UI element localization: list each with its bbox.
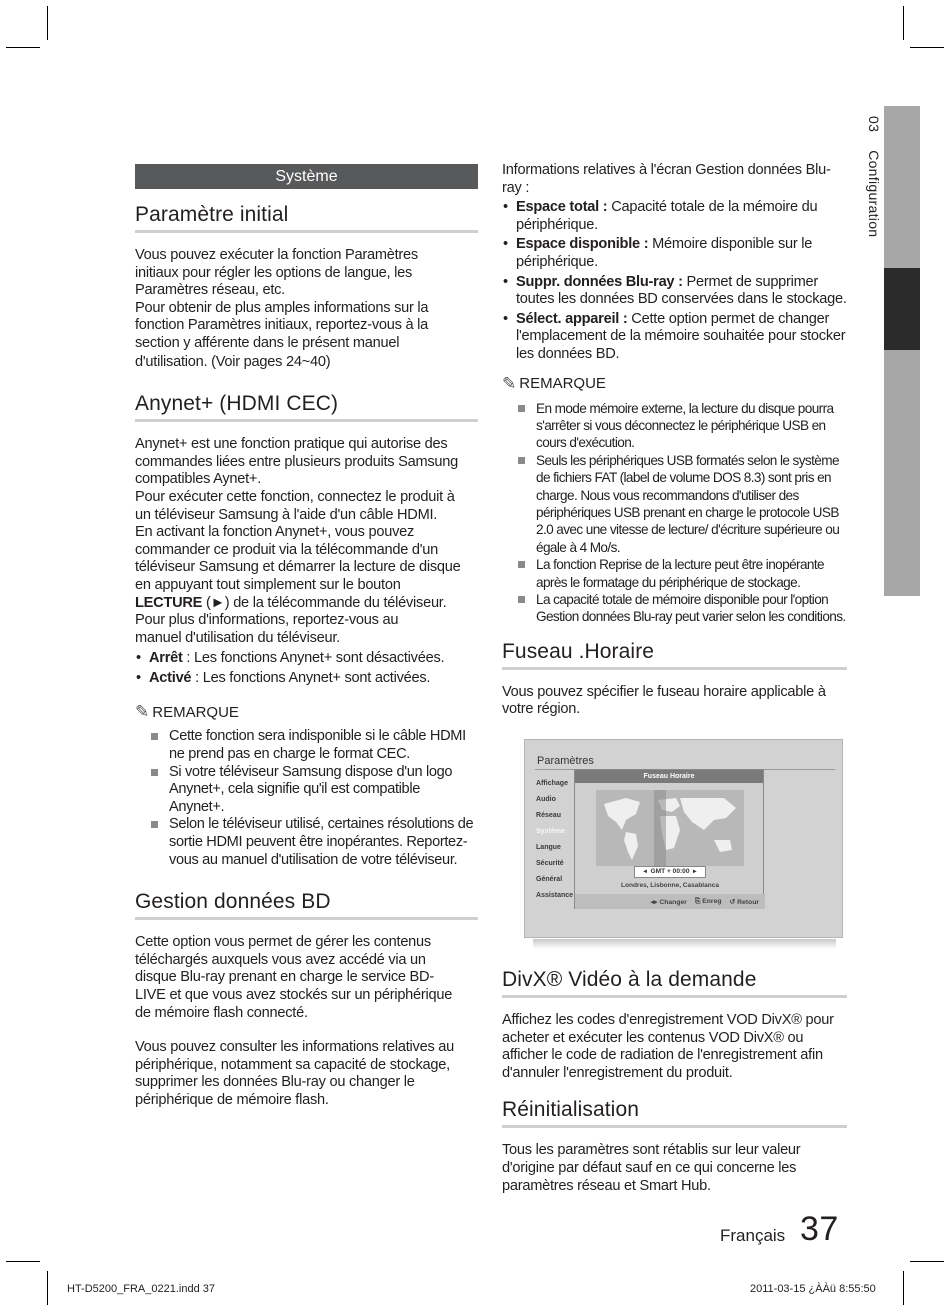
pencil-icon: ✎ (135, 702, 150, 722)
item-text: Cette option permet de changer l'emplacement de la mémoire souhaitée pour stocker les données BD. (516, 310, 846, 362)
change-label: Changer (659, 898, 687, 906)
settings-menu (536, 775, 575, 903)
right-column (502, 160, 847, 1195)
paragraph-line: commandes liées entre plusieurs produits Samsung (135, 453, 459, 470)
paragraph-line: Pour exécuter cette fonction, connectez le produit à (135, 488, 455, 505)
crop-mark (6, 47, 40, 48)
paragraph-line: Paramètres réseau, etc. (135, 282, 285, 299)
return-hint: ↺ Retour (729, 898, 759, 906)
menu-item: Réseau (536, 810, 561, 819)
paragraph-line: En activant la fonction Anynet+, vous pouvez (135, 524, 415, 541)
screen-controls (575, 894, 765, 909)
popup-title: Fuseau Horaire (575, 770, 763, 783)
paragraph-line: Vous pouvez consulter les informations relatives au (135, 1039, 455, 1056)
note-item: Selon le téléviseur utilisé, certaines résolutions de sortie HDMI peuvent être inopérantes. Reportez-vous au manuel d'utilisation de votre téléviseur. (169, 816, 478, 869)
paragraph-line: de mémoire flash connecté. (135, 1004, 308, 1021)
info-title: Informations relatives à l'écran Gestion données Blu-ray : (502, 162, 831, 196)
footer-language: Français (720, 1226, 786, 1245)
print-slug-file: HT-D5200_FRA_0221.indd 37 (67, 1283, 215, 1295)
paragraph-line: Vous pouvez exécuter la fonction Paramètres (135, 247, 418, 263)
chapter-label (862, 116, 882, 237)
heading-divx: DivX® Vidéo à la demande (502, 968, 847, 998)
note-title: REMARQUE (152, 703, 239, 721)
note-list (502, 400, 847, 626)
paragraph-line: Pour plus d'informations, reportez-vous au (135, 612, 399, 629)
menu-item-active: Système (536, 826, 565, 835)
note-heading (135, 702, 478, 722)
paragraph-line: section y afférente dans le présent manuel (135, 334, 400, 351)
item-term: Sélect. appareil : (516, 310, 628, 327)
world-map-icon (596, 790, 744, 866)
note-heading (502, 374, 847, 394)
anynet-options-list (135, 650, 478, 687)
menu-item: Affichage (536, 778, 569, 787)
paragraph-line: fonction Paramètres initiaux, reportez-vous à la (135, 317, 428, 334)
paragraph-line: téléchargés auxquels vous avez accédé via un (135, 951, 426, 968)
note-item: La capacité totale de mémoire disponible pour l'option Gestion données Blu-ray peut varier selon les conditions. (536, 592, 846, 625)
print-slug-date: 2011-03-15 ¿ÀÀü 8:55:50 (750, 1283, 876, 1295)
item-term: Espace total : (516, 199, 608, 216)
change-hint: ◂▸ Changer (650, 898, 687, 906)
list-item (502, 274, 847, 309)
note-list (135, 728, 478, 869)
paragraph-line: Cette option vous permet de gérer les contenus (135, 934, 431, 951)
chapter-title: Configuration (866, 150, 882, 238)
item-term: Suppr. données Blu-ray : (516, 273, 683, 290)
tab-marker (884, 268, 920, 350)
heading-gestion: Gestion données BD (135, 890, 478, 920)
menu-item: Assistance (536, 890, 574, 899)
gmt-selector: ◂ GMT + 00:00 ▸ (634, 866, 706, 878)
menu-item: Audio (536, 794, 556, 803)
section-bar: Système (135, 164, 478, 189)
divx-text: Affichez les codes d'enregistrement VOD DivX® pour acheter et exécuter les contenus VOD DivX® ou afficher le code de radiation de l'enregistrement afin d'annuler l'enregistrement du produit. (502, 1012, 834, 1081)
list-item (502, 311, 847, 364)
item-text: Capacité totale de la mémoire du périphérique. (516, 199, 818, 233)
note-item: La fonction Reprise de la lecture peut être inopérante après le formatage du périphérique de stockage. (536, 556, 847, 591)
save-label: Enreg (702, 897, 722, 905)
paragraph-line: téléviseur Samsung et démarrer la lecture de disque (135, 559, 461, 576)
menu-item: Sécurité (536, 858, 564, 867)
screen-shadow (533, 939, 836, 949)
paragraph-line: Pour obtenir de plus amples informations sur la (135, 299, 429, 316)
option-term: Arrêt (149, 650, 183, 667)
heading-anynet: Anynet+ (HDMI CEC) (135, 392, 478, 422)
note-item: Cette fonction sera indisponible si le câble HDMI ne prend pas en charge le format CEC. (169, 728, 478, 763)
paragraph-line: disque Blu-ray prenant en charge le service BD- (135, 969, 434, 986)
lecture-button-name: LECTURE (135, 594, 203, 611)
list-item (135, 670, 478, 688)
info-list (502, 199, 847, 363)
page-number: 37 (800, 1210, 839, 1248)
paragraph-line: manuel d'utilisation du téléviseur. (135, 629, 340, 646)
list-item (502, 199, 847, 234)
crop-mark (47, 6, 48, 40)
paragraph-line: supprimer les données Blu-ray ou changer le (135, 1074, 415, 1091)
crop-mark (47, 1271, 48, 1305)
item-term: Espace disponible : (516, 236, 649, 253)
option-term: Activé (149, 669, 192, 686)
screen-title: Paramètres (537, 755, 594, 767)
item-text: Mémoire disponible sur le périphérique. (516, 236, 813, 270)
heading-fuseau: Fuseau .Horaire (502, 640, 847, 670)
paragraph-line: un téléviseur Samsung à l'aide d'un câble HDMI. (135, 506, 438, 523)
paragraph-gap (135, 1022, 478, 1039)
crop-mark (6, 1261, 40, 1262)
menu-item: Langue (536, 842, 561, 851)
lecture-text: (►) de la télécommande du téléviseur. (202, 594, 447, 611)
paragraph-line: compatibles Aynet+. (135, 471, 262, 488)
timezone-cities: Londres, Lisbonne, Casablanca (621, 882, 719, 889)
crop-mark (910, 1261, 944, 1262)
note-title: REMARQUE (519, 375, 606, 393)
item-text: Permet de supprimer toutes les données BD conservées dans le stockage. (516, 273, 847, 308)
crop-mark (910, 47, 944, 48)
settings-screen-illustration (524, 739, 843, 938)
note-item: Seuls les périphériques USB formatés selon le système de fichiers FAT (label de volume DOS 8.3) sont pris en charge. Nous vous recommandons d'utiliser des périphériques USB prenant en charge le protocole USB 2.0 avec une vitesse de lecture/ d'écriture supérieure ou égale à 4 Mo/s. (536, 452, 847, 556)
note-item: Si votre téléviseur Samsung dispose d'un logo Anynet+, cela signifie qu'il est compatible Anynet+. (169, 764, 478, 817)
note-item: En mode mémoire externe, la lecture du disque pourra s'arrêter si vous déconnectez le périphérique USB en cours d'exécution. (536, 400, 847, 452)
timezone-popup (574, 769, 764, 909)
crop-mark (903, 6, 904, 40)
menu-item: Général (536, 874, 563, 883)
paragraph-line: périphérique de mémoire flash. (135, 1091, 329, 1108)
chapter-side-tab (858, 106, 920, 596)
paragraph-line: Anynet+ est une fonction pratique qui autorise des (135, 436, 448, 453)
list-item (135, 650, 478, 668)
paragraph-line: commander ce produit via la télécommande d'un (135, 541, 439, 558)
fuseau-text: Vous pouvez spécifier le fuseau horaire applicable à votre région. (502, 683, 826, 718)
pencil-icon: ✎ (502, 373, 517, 393)
heading-parametre-initial: Paramètre initial (135, 203, 478, 233)
option-text: : Les fonctions Anynet+ sont désactivées. (182, 650, 445, 667)
chapter-number: 03 (866, 116, 882, 133)
crop-mark (903, 1271, 904, 1305)
paragraph-line (135, 595, 478, 613)
reinit-text: Tous les paramètres sont rétablis sur leur valeur d'origine par défaut sauf en ce qui concerne les paramètres réseau et Smart Hub. (502, 1142, 801, 1194)
left-column (135, 164, 478, 1110)
paragraph-line: LIVE et que vous avez stockés sur un périphérique (135, 987, 453, 1003)
paragraph-line: en appuyant tout simplement sur le bouton (135, 576, 401, 593)
paragraph-line: d'utilisation. (Voir pages 24~40) (135, 353, 331, 370)
gmt-value: GMT + 00:00 (650, 868, 690, 875)
return-label: Retour (737, 898, 759, 906)
list-item (502, 236, 847, 271)
save-hint: ⎘ Enreg (694, 897, 722, 905)
paragraph-line: périphérique, notamment sa capacité de stockage, (135, 1056, 450, 1073)
heading-reinitialisation: Réinitialisation (502, 1098, 847, 1128)
paragraph-line: initiaux pour régler les options de langue, les (135, 264, 413, 281)
option-text: : Les fonctions Anynet+ sont activées. (191, 669, 431, 686)
